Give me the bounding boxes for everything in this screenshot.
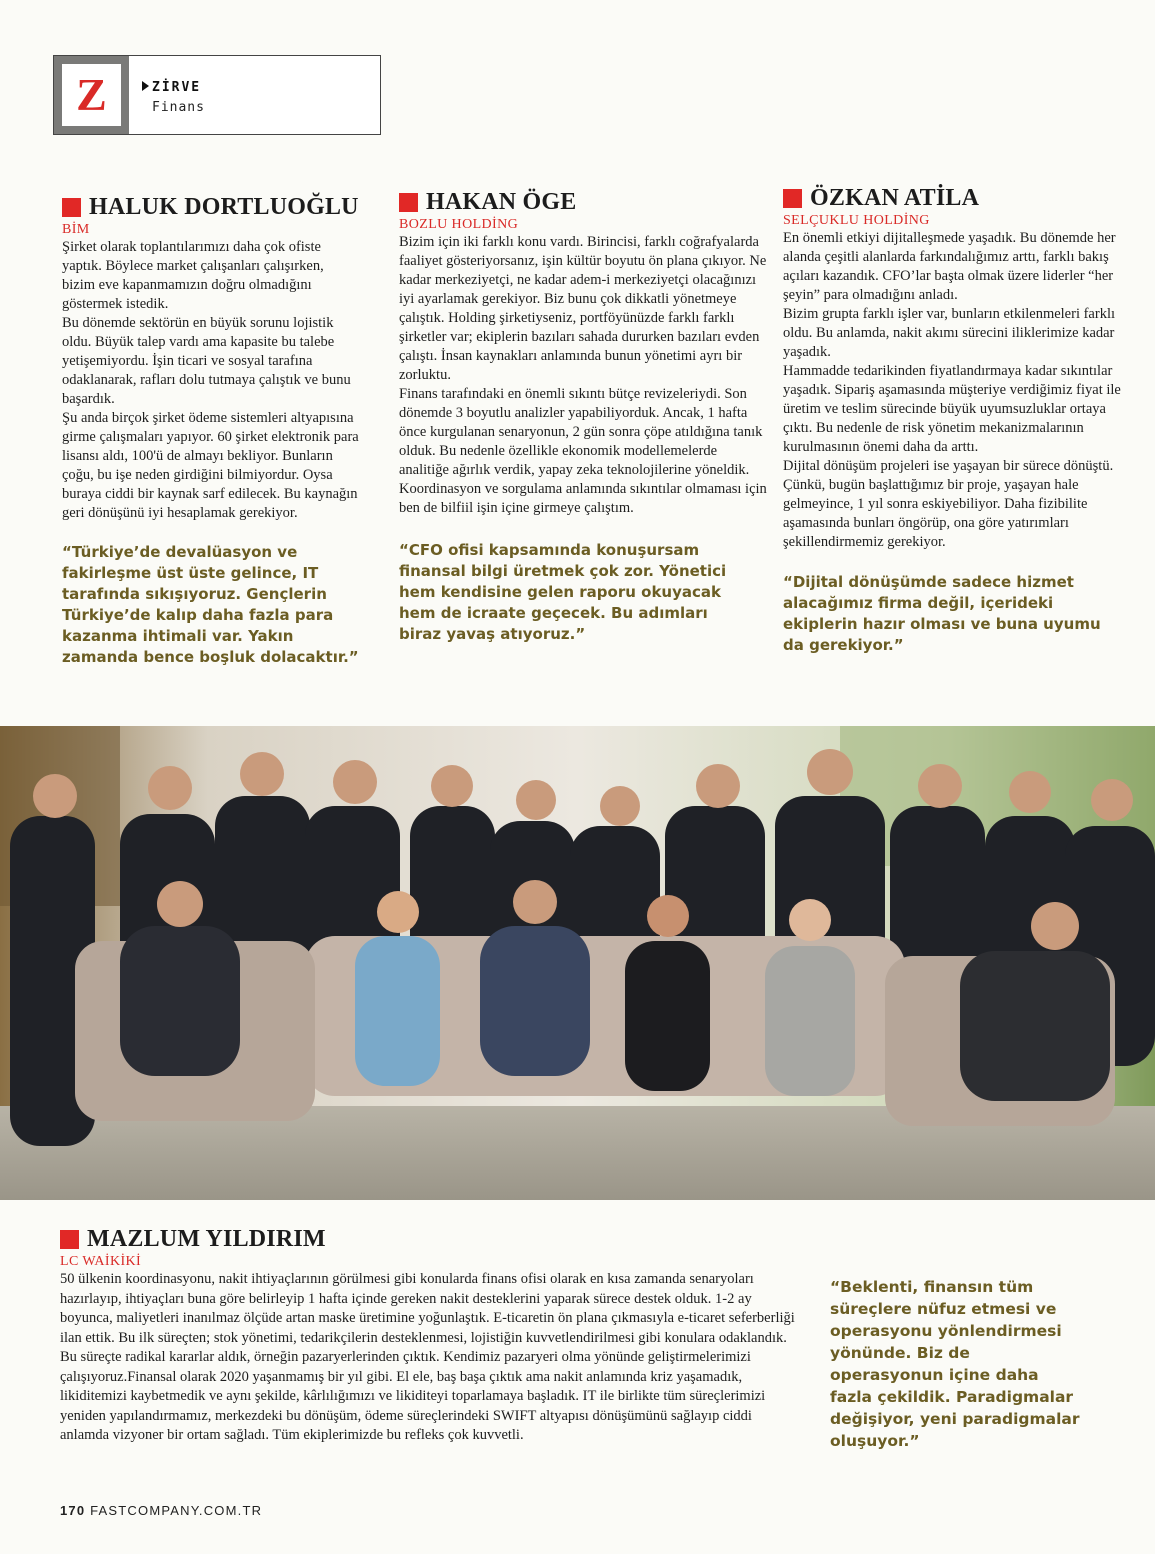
page-footer: [60, 1503, 262, 1518]
pull-quote: “Türkiye’de devalüasyon ve fakirleşme üst üste gelince, IT tarafında sıkışıyoruz. Gençlerin Türkiye’de kalıp daha fazla para kazanma ihtimali var. Yakın zamanda bence boşluk dolacaktır.”: [62, 543, 359, 666]
red-square-icon: [783, 189, 802, 208]
profile-name-row: [62, 194, 360, 221]
paragraph: Bu dönemde sektörün en büyük sorunu lojistik oldu. Büyük talep vardı ama kapasite bu talebe yetişemiyordu. İşin ticari ve sosyal tarafına odaklanarak, rafları dolu tutmaya çalıştık ve bunu başardık.: [62, 315, 351, 407]
profile-company: LC WAİKİKİ: [60, 1254, 142, 1269]
profile-bottom: [60, 1226, 800, 1446]
profile-body: [783, 229, 1123, 552]
section-header: [53, 55, 381, 135]
page-number: 170: [60, 1503, 86, 1518]
red-square-icon: [60, 1230, 79, 1249]
profile-name: MAZLUM YILDIRIM: [87, 1226, 326, 1252]
paragraph: Hammadde tedarikinden fiyatlandırmaya kadar sıkıntılar yaşadık. Sipariş aşamasında müşteriye verdiğimiz fiyat ile üretim ve teslim sürecinde büyük uyumsuzluklar ortaya çıktı. Bu nedenle de risk yönetim mekanizmalarının kurulmasının önemi daha da arttı.: [783, 363, 1121, 455]
paragraph: Bizim için iki farklı konu vardı. Birincisi, farklı coğrafyalarda faaliyet gösteriyorsanız, işin kültür boyutu ön plana çıkıyor. Ne kadar merkeziyetçi, ne kadar adem-i merkeziyetçi olacağınızı iyi ayarlamak gerekiyor. Biz bunu çok dikkatli yönetmeye çalıştık. Holding şirketiyseniz, portföyünüzde farklı farklı şirketler var; ekiplerin bazıları sahada dururken bazıları evden çalıştı. İnsan kaynakları anlamında bunun yönetimi ayrı bir zorluktu.: [399, 234, 767, 383]
profile-company: BOZLU HOLDİNG: [399, 217, 519, 232]
profile-name: ÖZKAN ATİLA: [810, 185, 980, 211]
profile-body: 50 ülkenin koordinasyonu, nakit ihtiyaçlarının görülmesi gibi konularda finans ofisi olarak en kısa zamanda senaryoları hazırlayıp, ihtiyaçları buna göre belirleyip 1 hafta içinde gereken nakit desteklerini yaparak sürece destek olduk. 1-2 ay boyunca, maliyetleri inanılmaz ölçüde artan maske üretimine yoğunlaştık. E-ticaretin ön plana çıkmasıyla e-ticaret seferberliği ilan ettik. Bu ilk süreçten; stok yönetimi, tedarikçilerin desteklenmesi, lojistiğin kuvvetlendirilmesi gibi konulara odaklandık. Bu süreçte radikal kararlar aldık, örneğin pazaryerlerinden çıktık. Kendimiz pazaryeri olma yönünde geliştirmelerimizi çalışıyoruz.Finansal olarak 2020 yaşanmamış bir yıl gibi. El ele, baş başa çıktık ama nakit anlamında kriz yaşamadık, likiditemizi kaybetmedik ve aynı şekilde, kârlılığımızı ve likiditeyi toparlamaya başladık. IT ile birlikte tüm süreçlerimizi yeniden yapılandırmamız, merkezdeki bu dönüşüm, ödeme süreçlerindeki SWIFT altyapısı dönüşümünü sağlayıp ciddi anlamda vizyoner bir ortam sağladı. Tüm ekiplerimizde bu refleks çok kuvvetli.: [60, 1271, 795, 1443]
pull-quote: “CFO ofisi kapsamında konuşursam finansal bilgi üretmek çok zor. Yönetici hem kendisine gelen raporu okuyacak hem de icraate geçecek. Bu adımları biraz yavaş atıyoruz.”: [399, 541, 727, 643]
section-name-text: ZİRVE: [152, 80, 202, 95]
arrow-right-icon: [142, 81, 149, 91]
section-name: [142, 80, 201, 95]
profile-name: HAKAN ÖGE: [426, 189, 577, 215]
group-photo-illustration: [0, 726, 1155, 1200]
paragraph: Dijital dönüşüm projeleri ise yaşayan bir sürece dönüştü. Çünkü, bugün başlattığımız bir proje, yaşayan hale gelmeyince, 1 yıl sonra eskiyebiliyor. Daha fizibilite aşamasında bunları öngörüp, ona göre yatırımları şekillendirmemiz gerekiyor.: [783, 458, 1114, 550]
red-square-icon: [62, 198, 81, 217]
paragraph: Bizim grupta farklı işler var, bunların etkilenmeleri farklı oldu. Bu anlamda, nakit akımı sürecini iliklerimize kadar yaşadık.: [783, 306, 1115, 360]
paragraph: Şirket olarak toplantılarımızı daha çok ofiste yaptık. Böylece market çalışanları çalışırken, bizim eve kapanmamızın doğru olmadığını göstermek istedik.: [62, 239, 324, 312]
section-subtitle: Finans: [152, 100, 205, 115]
profile-name-row: [60, 1226, 800, 1253]
profile-company: SELÇUKLU HOLDİNG: [783, 213, 930, 228]
profile-column-3: [783, 185, 1123, 656]
profile-column-1: [62, 194, 360, 668]
profile-name: HALUK DORTLUOĞLU: [89, 194, 359, 220]
profile-body: [62, 238, 360, 523]
profile-company: BİM: [62, 222, 90, 237]
paragraph: Şu anda birçok şirket ödeme sistemleri altyapısına girme çalışmaları yapıyor. 60 şirket elektronik para lisansı aldı, 100'ü de almayı bekliyor. Bunların çoğu, bu işe neden girdiğini bilmiyordur. Oysa buraya ciddi bir kaynak sarf edilecek. Bu kaynağın geri dönüşünü iyi hesaplamak gerekiyor.: [62, 410, 359, 521]
pull-quote: “Beklenti, finansın tüm süreçlere nüfuz etmesi ve operasyonu yönlendirmesi yönünde. Biz de operasyonun içine daha fazla çekildik. Paradigmalar değişiyor, yeni paradigmalar oluşuyor.”: [830, 1278, 1080, 1450]
profile-name-row: [783, 185, 1123, 212]
group-photo: [0, 726, 1155, 1200]
profile-name-row: [399, 189, 769, 216]
logo-letter: Z: [76, 69, 107, 120]
pull-quote: “Dijital dönüşümde sadece hizmet alacağımız firma değil, içerideki ekiplerin hazır olması ve buna uyumu da gerekiyor.”: [783, 573, 1101, 654]
section-logo: [54, 56, 129, 134]
paragraph: En önemli etkiyi dijitalleşmede yaşadık. Bu dönemde her alanda çeşitli alanlarda farkındalığımız arttı, farklı bakış açıları kazandık. CFO’lar başta olmak üzere liderler “her şeyin” para olmadığını anladı.: [783, 230, 1116, 303]
profile-body: [399, 233, 769, 518]
site-name: FASTCOMPANY.COM.TR: [90, 1503, 263, 1518]
paragraph: Finans tarafındaki en önemli sıkıntı bütçe revizeleriydi. Son dönemde 3 boyutlu analizler yapabiliyorduk. Ancak, 1 hafta önce kurgulanan senaryonun, 2 gün sonra çöpe atıldığına tanık olduk. Bu nedenle özellikle ekonomik modellemelerde analitiğe ağırlık verdik, yapay zeka teknolojilerine yöneldik. Koordinasyon ve sorgulama anlamında sıkıntılar olmaması için ben de bilfiil işin içine girmeye çalıştım.: [399, 386, 767, 516]
profile-column-2: [399, 189, 769, 645]
red-square-icon: [399, 193, 418, 212]
